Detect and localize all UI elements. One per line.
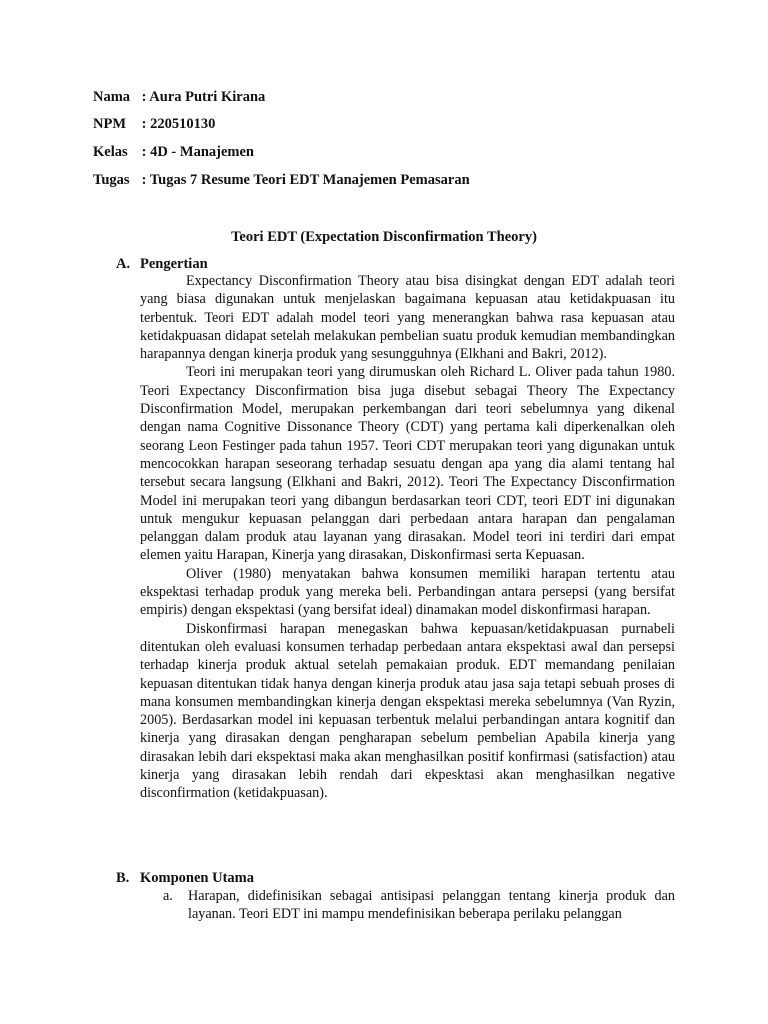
list-item: Harapan, didefinisikan sebagai antisipasi pelanggan tentang kinerja produk dan layanan. Teori EDT ini mampu mendefinisikan beberapa perilaku pelanggan bbox=[188, 888, 675, 923]
section-a-body bbox=[140, 272, 675, 803]
kelas-label: Kelas bbox=[93, 144, 128, 160]
paragraph: Diskonfirmasi harapan menegaskan bahwa kepuasan/ketidakpuasan purnabeli ditentukan oleh evaluasi konsumen terhadap perbedaan antara ekspektasi awal dan persepsi terhadap kinerja produk aktual setelah pemakaian produk. EDT memandang penilaian kepuasan ditentukan tidak hanya dengan kinerja produk atau jasa saja tetapi sebuah proses di mana konsumen membandingkan kinerja dengan ekspektasi mereka sebelumnya (Van Ryzin, 2005). Berdasarkan model ini kepuasan terbentuk melalui perbandingan antara kognitif dan kinerja yang dirasakan dengan pengharapan sebelum pembelian Apabila kinerja yang dirasakan lebih dari ekspektasi maka akan menghasilkan positif konfirmasi (satisfaction) atau kinerja yang dirasakan lebih rendah dari ekpesktasi akan menghasilkan negative disconfirmation (ketidakpuasan). bbox=[140, 620, 675, 802]
tugas-label: Tugas bbox=[93, 172, 130, 188]
document-title: Teori EDT (Expectation Disconfirmation Theory) bbox=[231, 229, 537, 245]
header-nama bbox=[93, 88, 265, 106]
section-a-marker: A. bbox=[116, 256, 131, 272]
header-npm bbox=[93, 115, 215, 133]
section-b-marker: B. bbox=[116, 870, 130, 886]
nama-value: : Aura Putri Kirana bbox=[141, 89, 266, 105]
section-b-heading: Komponen Utama bbox=[140, 870, 254, 886]
header-tugas bbox=[93, 171, 470, 189]
npm-value: : 220510130 bbox=[141, 116, 216, 132]
tugas-value: : Tugas 7 Resume Teori EDT Manajemen Pemasaran bbox=[141, 172, 470, 188]
section-a-heading: Pengertian bbox=[140, 256, 208, 272]
list-item-marker: a. bbox=[163, 888, 173, 904]
paragraph: Expectancy Disconfirmation Theory atau bisa disingkat dengan EDT adalah teori yang biasa digunakan untuk menjelaskan bagaimana kepuasan atau ketidakpuasan itu terbentuk. Teori EDT adalah model teori yang menerangkan bahwa rasa kepuasan atau ketidakpuasan didapat setelah melakukan pembelian suatu produk kemudian membandingkan harapannya dengan kinerja produk yang sesungguhnya (Elkhani and Bakri, 2012). bbox=[140, 273, 675, 363]
kelas-value: : 4D - Manajemen bbox=[141, 144, 254, 160]
paragraph: Teori ini merupakan teori yang dirumuskan oleh Richard L. Oliver pada tahun 1980. Teori Expectancy Disconfirmation bisa juga disebut sebagai Theory The Expectancy Disconfirmation Model, merupakan perkembangan dari teori sebelumnya yang dikenal dengan nama Cognitive Dissonance Theory (CDT) yang pertama kali diperkenalkan oleh seorang Leon Festinger pada tahun 1957. Teori CDT merupakan teori yang digunakan untuk mencocokkan harapan seseorang terhadap sesuatu dengan apa yang dia alami tentang hal tersebut secara langsung (Elkhani and Bakri, 2012). Teori The Expectancy Disconfirmation Model ini merupakan teori yang dibangun berdasarkan teori CDT, teori EDT ini digunakan untuk mengukur kepuasan pelanggan dari perbedaan antara harapan dan pengalaman pelanggan dalam produk atau layanan yang dirasakan. Model teori ini terdiri dari empat elemen yaitu Harapan, Kinerja yang dirasakan, Diskonfirmasi serta Kepuasan. bbox=[140, 364, 675, 564]
nama-label: Nama bbox=[93, 89, 131, 105]
npm-label: NPM bbox=[93, 116, 127, 132]
paragraph: Oliver (1980) menyatakan bahwa konsumen memiliki harapan tertentu atau ekspektasi terhadap produk yang mereka beli. Perbandingan antara persepsi (yang bersifat empiris) dengan ekspektasi (yang bersifat ideal) dinamakan model diskonfirmasi harapan. bbox=[140, 565, 675, 619]
header-kelas bbox=[93, 143, 254, 161]
